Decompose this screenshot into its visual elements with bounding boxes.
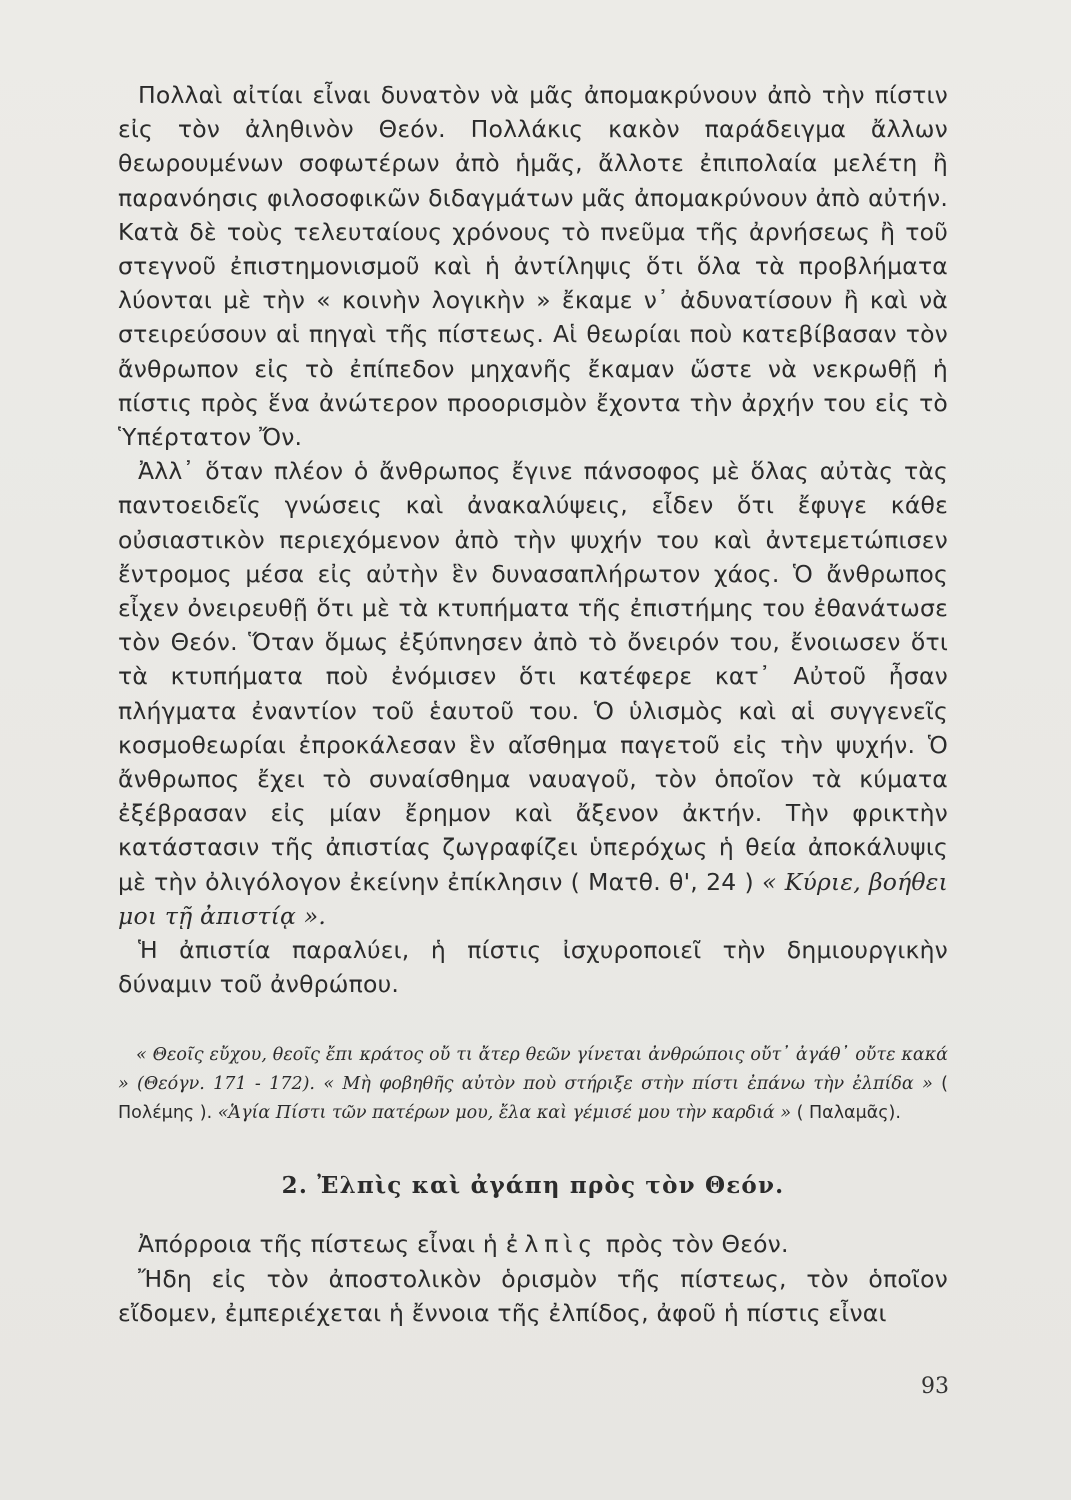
footnote-quote-polemis: « Μὴ φοβηθῆς αὐτὸν ποὺ στήριξε στὴν πίστι ἐπάνω τὴν ἐλπίδα » [323,1074,933,1095]
paragraph-4 [118,1227,948,1261]
paragraph-4-spaced-word: ἐλπὶς [505,1230,599,1259]
footnote-source-polemis: ( Πολέμης ). [118,1074,948,1124]
page-number: 93 [921,1374,949,1399]
paragraph-2-text: Ἀλλ᾽ ὅταν πλέον ὁ ἄνθρωπος ἔγινε πάνσοφος μὲ ὅλας αὐτὰς τὰς παντοειδεῖς γνώσεις καὶ ἀνακαλύψεις, εἶδεν ὅτι ἔφυγε κάθε οὐσιαστικὸν περιεχόμενον ἀπὸ τὴν ψυχήν του καὶ ἀντεμετώπισεν ἔντρομος μέσα εἰς αὐτὴν ἓν δυνασαπλήρωτον χάος. Ὁ ἄνθρωπος εἶχεν ὀνειρευθῇ ὅτι μὲ τὰ κτυπήματα τῆς ἐπιστήμης του ἐθανάτωσε τὸν Θεόν. Ὅταν ὅμως ἐξύπνησεν ἀπὸ τὸ ὄνειρόν του, ἔνοιωσεν ὅτι τὰ κτυπήματα ποὺ ἐνόμισεν ὅτι κατέφερε κατ᾽ Αὐτοῦ ἦσαν πλήγματα ἐναντίον τοῦ ἑαυτοῦ του. Ὁ ὑλισμὸς καὶ αἱ συγγενεῖς κοσμοθεωρίαι ἐπροκάλεσαν ἓν αἴσθημα παγετοῦ εἰς τὴν ψυχήν. Ὁ ἄνθρωπος ἔχει τὸ συναίσθημα ναυαγοῦ, τὸν ὁποῖον τὰ κύματα ἐξέβρασαν εἰς μίαν ἔρημον καὶ ἄξενον ἀκτήν. Τὴν φρικτὴν κατάστασιν τῆς ἀπιστίας ζωγραφίζει ὑπερόχως ἡ θεία ἀποκάλυψις μὲ τὴν ὀλιγόλογον ἐκείνην ἐπίκλησιν ( Ματθ. θ', 24 ) [118,457,948,896]
footnote-quote-theognis: « Θεοῖς εὔχου, θεοῖς ἔπι κράτος οὔ τι ἄτερ θεῶν γίνεται ἀνθρώποις οὔτ᾽ ἀγάθ᾽ οὔτε κακά » (Θεόγν. 171 - 172). [118,1045,948,1095]
inline-quote: « Κύριε, βοήθει μοι τῇ ἀπιστίᾳ ». [118,867,949,930]
footnote-quote-palamas: «Ἁγία Πίστι τῶν πατέρων μου, ἔλα καὶ γέμισέ μου τὴν καρδιά » [217,1103,792,1124]
paragraph-5: Ἤδη εἰς τὸν ἀποστολικὸν ὁρισμὸν τῆς πίστεως, τὸν ὁποῖον εἴδομεν, ἐμπεριέχεται ἡ ἔννοια τῆς ἐλπίδος, ἀφοῦ ἡ πίστις εἶναι [118,1264,948,1327]
footnote [118,1041,948,1128]
paragraph-3: Ἡ ἀπιστία παραλύει, ἡ πίστις ἰσχυροποιεῖ τὴν δημιουργικὴν δύναμιν τοῦ ἀνθρώπου. [118,936,948,999]
footnote-source-palamas: ( Παλαμᾶς). [796,1103,901,1124]
section-heading: 2. Ἐλπὶς καὶ ἀγάπη πρὸς τὸν Θεόν. [281,1172,785,1200]
paragraph-4-end: πρὸς τὸν Θεόν. [605,1230,789,1259]
paragraph-2 [118,454,948,933]
paragraph-4-start: Ἀπόρροια τῆς πίστεως εἶναι ἡ [138,1230,499,1259]
page-content [118,78,948,1330]
paragraph-1: Πολλαὶ αἰτίαι εἶναι δυνατὸν νὰ μᾶς ἀπομακρύνουν ἀπὸ τὴν πίστιν εἰς τὸν ἀληθινὸν Θεόν. Πολλάκις κακὸν παράδειγμα ἄλλων θεωρουμένων σοφωτέρων ἀπὸ ἡμᾶς, ἄλλοτε ἐπιπολαία μελέτη ἢ παρανόησις φιλοσοφικῶν διδαγμάτων μᾶς ἀπομακρύνουν ἀπὸ αὐτήν. Κατὰ δὲ τοὺς τελευταίους χρόνους τὸ πνεῦμα τῆς ἀρνήσεως ἢ τοῦ στεγνοῦ ἐπιστημονισμοῦ καὶ ἡ ἀντίληψις ὅτι ὅλα τὰ προβλήματα λύονται μὲ τὴν « κοινὴν λογικὴν » ἔκαμε ν᾽ ἀδυνατίσουν ἢ καὶ νὰ στειρεύσουν αἱ πηγαὶ τῆς πίστεως. Αἱ θεωρίαι ποὺ κατεβίβασαν τὸν ἄνθρωπον εἰς τὸ ἐπίπεδον μηχανῆς ἔκαμαν ὥστε νὰ νεκρωθῇ ἡ πίστις πρὸς ἕνα ἀνώτερον προορισμὸν ἔχοντα τὴν ἀρχήν του εἰς τὸ Ὑπέρτατον Ὄν. [118,81,948,452]
